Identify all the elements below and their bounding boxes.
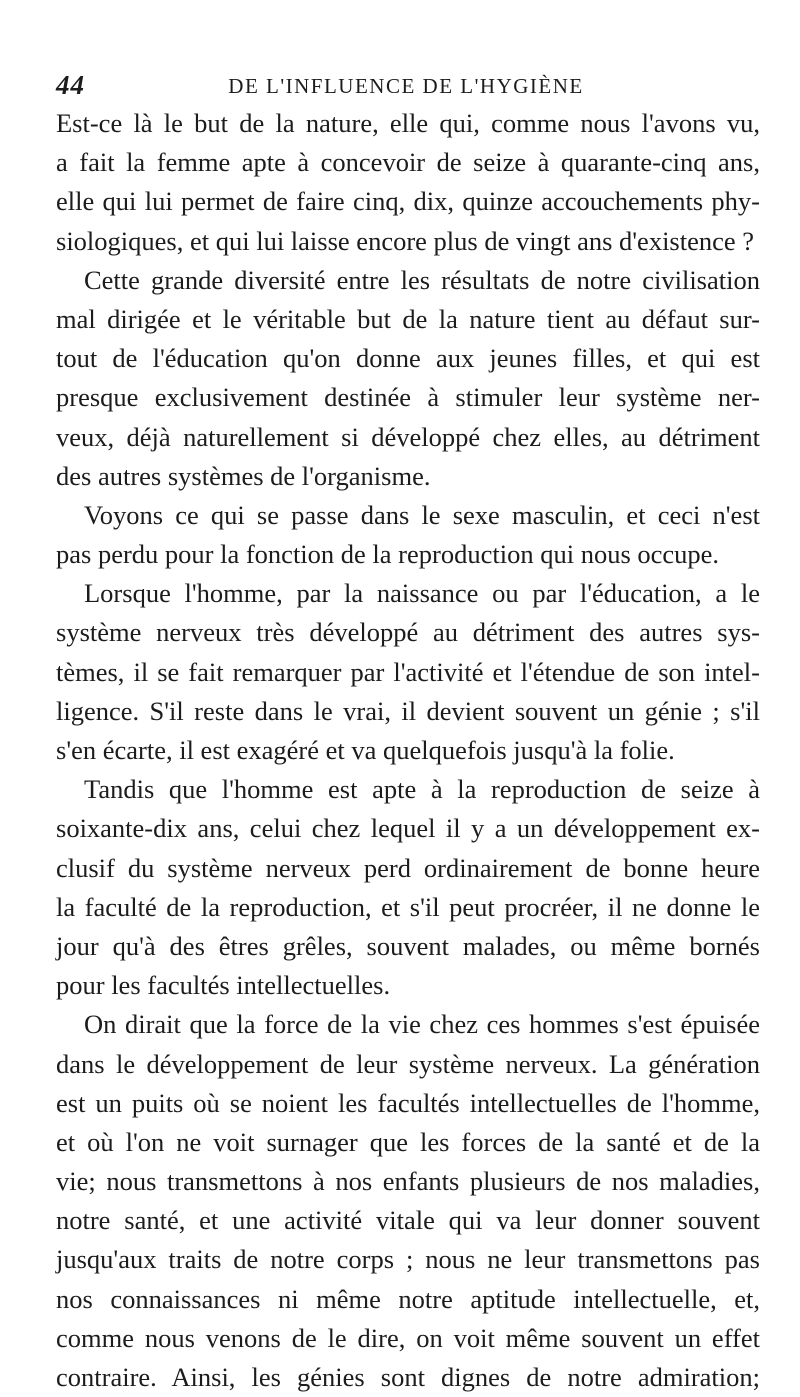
text-line: tèmes, il se fait remarquer par l'activité et l'étendue de son intel- [56, 656, 760, 687]
text-line: On dirait que la force de la vie chez ces hommes s'est épuisée [84, 1009, 760, 1040]
text-line: mal dirigée et le véritable but de la nature tient au défaut sur- [56, 303, 760, 334]
paragraph-3 [56, 496, 760, 574]
page-header [56, 70, 756, 104]
text-line: Cette grande diversité entre les résultats de notre civilisation [84, 264, 760, 295]
text-line: est un puits où se noient les facultés intellectuelles de l'homme, [56, 1087, 760, 1118]
text-line: jour qu'à des êtres grêles, souvent malades, ou même bornés [56, 930, 760, 961]
paragraph-4 [56, 574, 760, 770]
paragraph-6 [56, 1005, 760, 1397]
paragraph-1 [56, 104, 760, 261]
text-line: des autres systèmes de l'organisme. [56, 460, 431, 491]
text-line: ligence. S'il reste dans le vrai, il devient souvent un génie ; s'il [56, 695, 760, 726]
text-line: pour les facultés intellectuelles. [56, 970, 391, 1001]
text-line: la faculté de la reproduction, et s'il peut procréer, il ne donne le [56, 891, 760, 922]
text-line: pas perdu pour la fonction de la reproduction qui nous occupe. [56, 539, 720, 570]
text-line: siologiques, et qui lui laisse encore plus de vingt ans d'existence ? [56, 225, 755, 256]
text-line: notre santé, et une activité vitale qui va leur donner souvent [56, 1205, 760, 1236]
text-line: elle qui lui permet de faire cinq, dix, quinze accouchements phy- [56, 186, 760, 217]
text-line: Voyons ce qui se passe dans le sexe masculin, et ceci n'est [84, 499, 760, 530]
text-line: Est-ce là le but de la nature, elle qui, comme nous l'avons vu, [56, 108, 760, 138]
paragraph-2 [56, 261, 760, 496]
text-line: tout de l'éducation qu'on donne aux jeunes filles, et qui est [56, 343, 760, 374]
text-line: Tandis que l'homme est apte à la reproduction de seize à [84, 774, 760, 805]
text-line: contraire. Ainsi, les génies sont dignes de notre admiration; [56, 1362, 760, 1392]
text-line: a fait la femme apte à concevoir de seize à quarante-cinq ans, [56, 147, 760, 178]
text-line: clusif du système nerveux perd ordinairement de bonne heure [56, 852, 760, 883]
page-number: 44 [56, 70, 85, 100]
text-line: soixante-dix ans, celui chez lequel il y a un développement ex- [56, 813, 760, 844]
text-line: jusqu'aux traits de notre corps ; nous ne leur transmettons pas [56, 1244, 760, 1275]
paragraph-5 [56, 770, 760, 1005]
text-line: vie; nous transmettons à nos enfants plusieurs de nos maladies, [56, 1166, 760, 1197]
text-line: s'en écarte, il est exagéré et va quelquefois jusqu'à la folie. [56, 735, 675, 765]
text-line: presque exclusivement destinée à stimuler leur système ner- [56, 382, 760, 413]
text-line: veux, déjà naturellement si développé chez elles, au détriment [56, 421, 760, 452]
text-line: dans le développement de leur système nerveux. La génération [56, 1048, 760, 1079]
text-line: et où l'on ne voit surnager que les forces de la santé et de la [56, 1126, 760, 1157]
text-line: comme nous venons de le dire, on voit même souvent un effet [56, 1322, 760, 1353]
running-title: DE L'INFLUENCE DE L'HYGIÈNE [228, 74, 584, 98]
text-line: nos connaissances ni même notre aptitude intellectuelle, et, [56, 1283, 760, 1314]
text-line: système nerveux très développé au détriment des autres sys- [56, 617, 760, 648]
text-line: Lorsque l'homme, par la naissance ou par l'éducation, a le [84, 578, 760, 609]
body-text [56, 104, 760, 1397]
